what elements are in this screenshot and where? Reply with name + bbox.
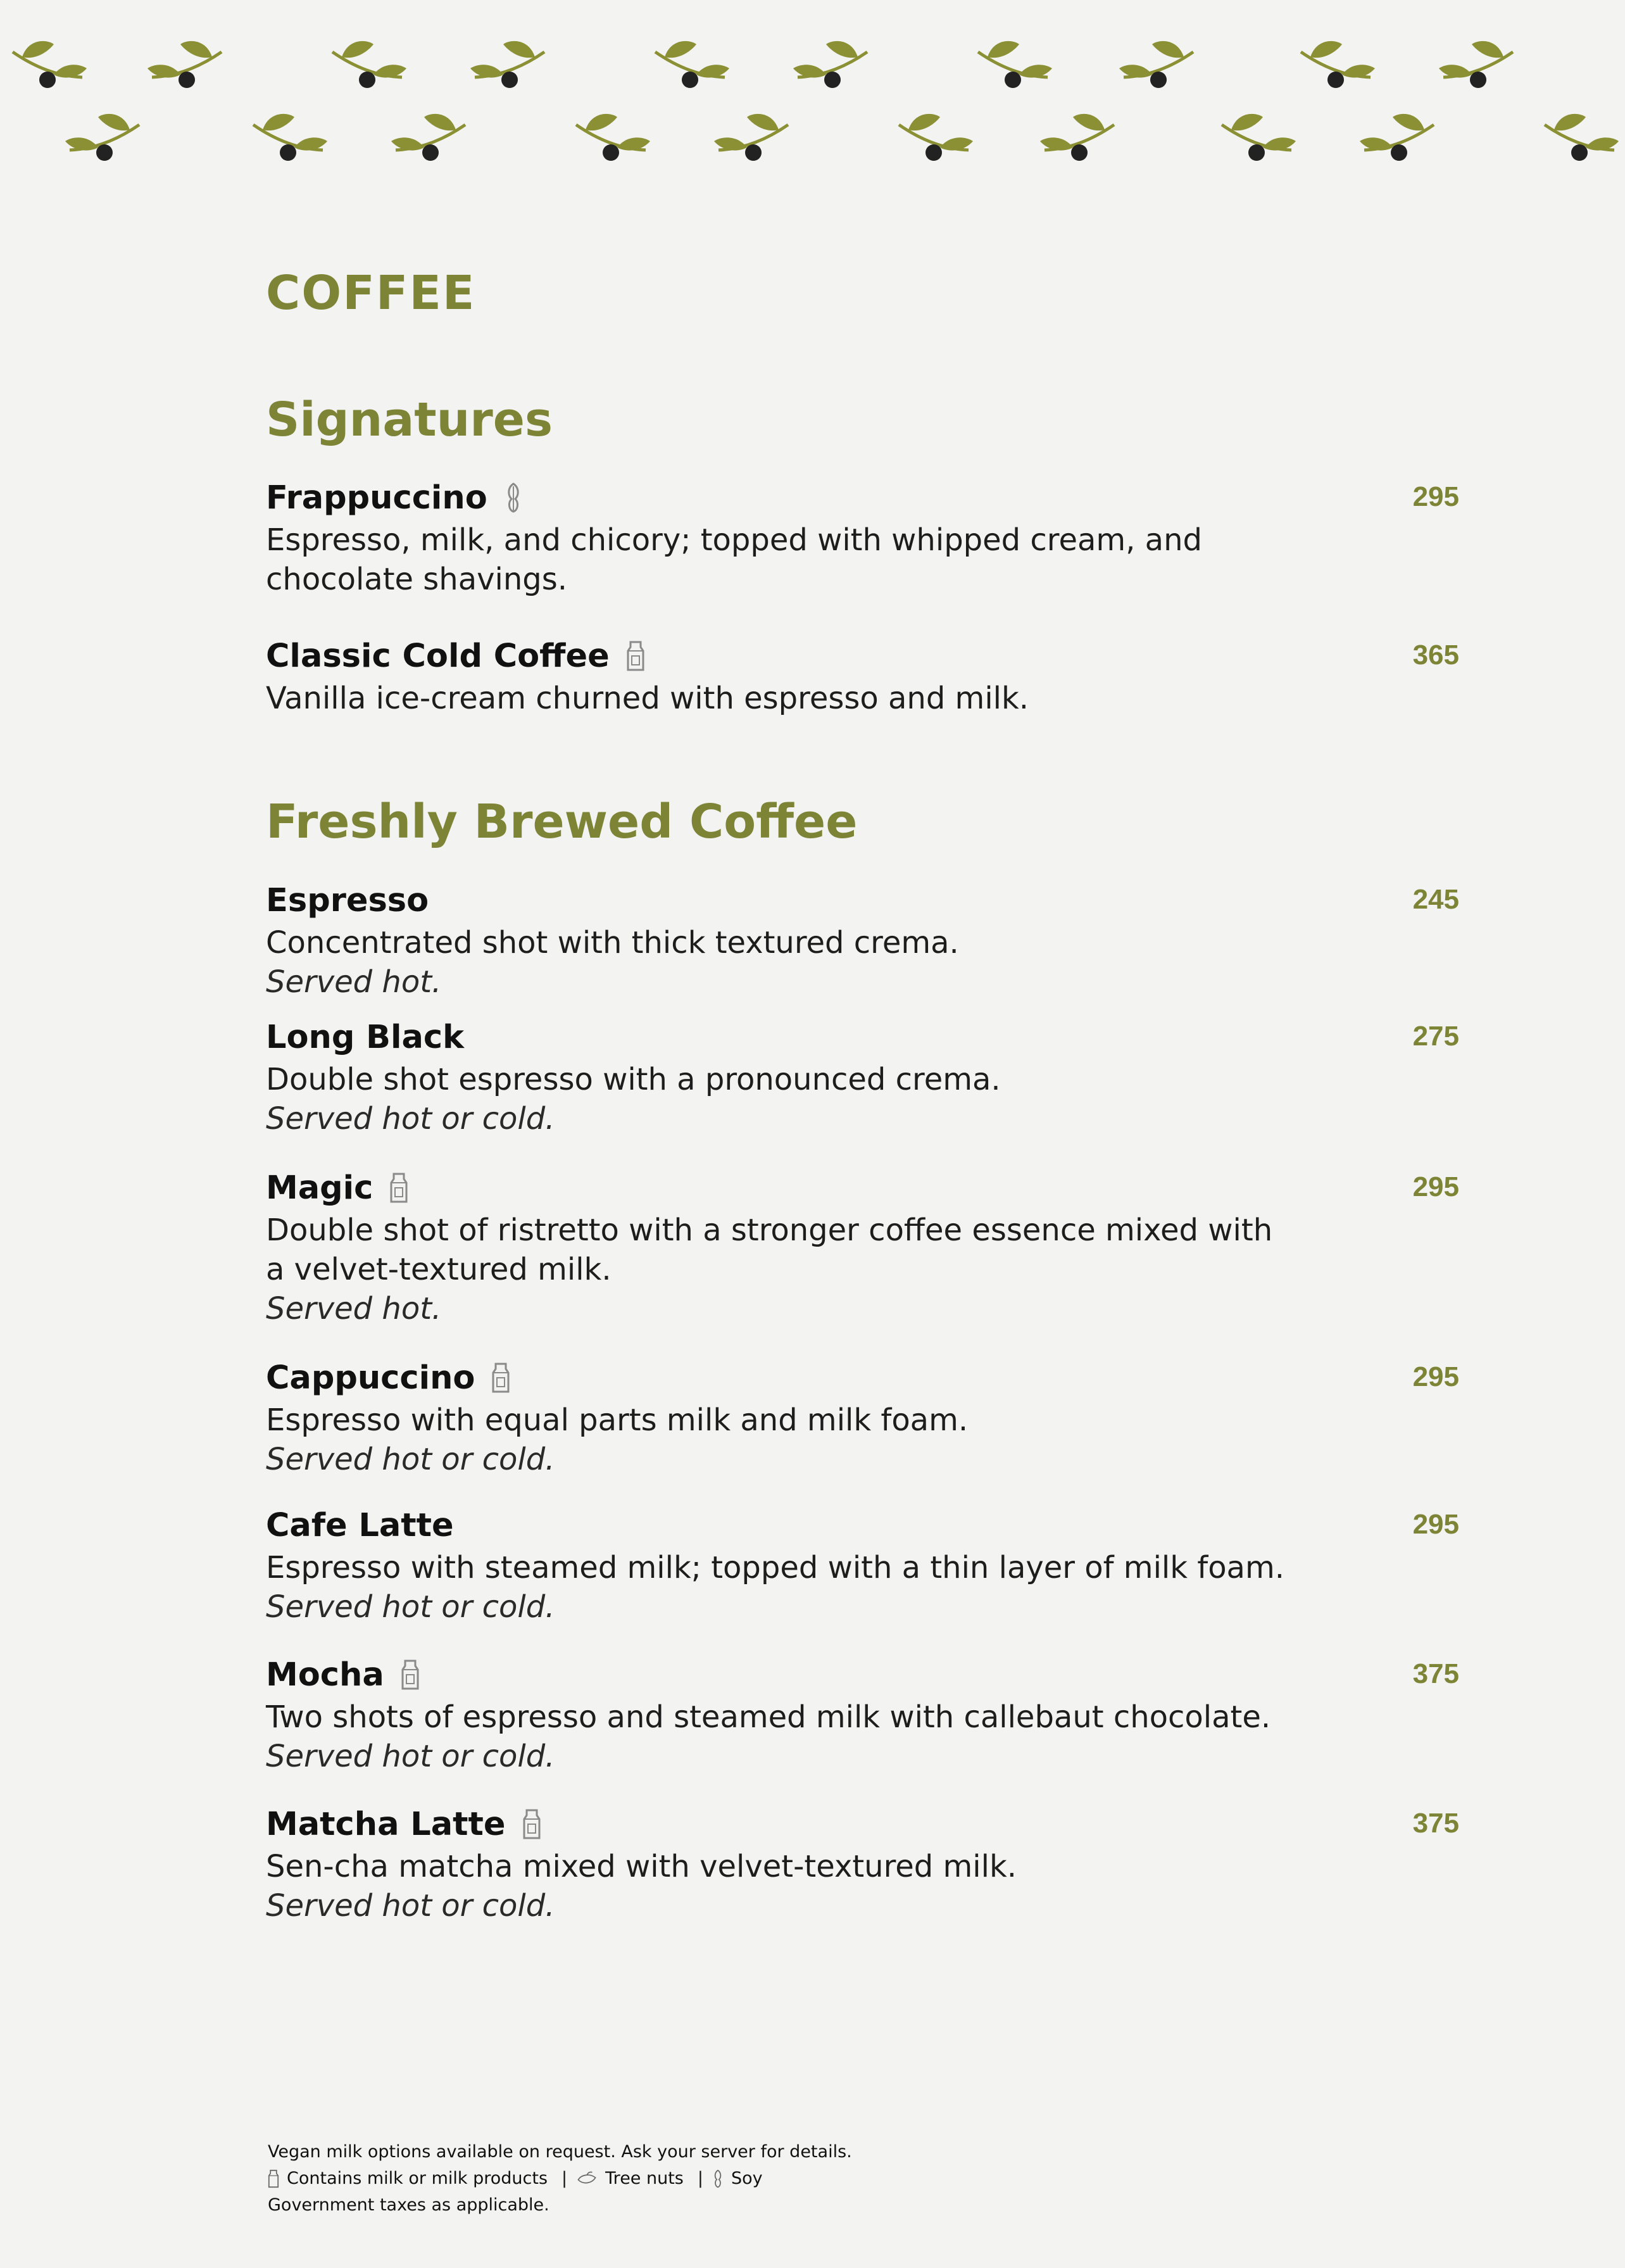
olive-sprig-icon: [1439, 41, 1513, 88]
item-serving-note: Served hot or cold.: [266, 1442, 555, 1477]
menu-item-classic-cold-coffee: [266, 633, 1469, 718]
item-description: Espresso, milk, and chicory; topped with whipped cream, and chocolate shavings.: [266, 522, 1202, 597]
olive-sprig-icon: [1222, 114, 1296, 161]
legend-separator: |: [697, 2169, 703, 2188]
olive-sprig-icon: [655, 41, 729, 88]
item-description: Two shots of espresso and steamed milk with callebaut chocolate.: [266, 1699, 1271, 1735]
item-serving-note: Served hot.: [266, 1291, 442, 1326]
olive-sprig-icon: [978, 41, 1052, 88]
item-description: Vanilla ice-cream churned with espresso and milk.: [266, 681, 1029, 716]
olive-sprig-icon: [1301, 41, 1375, 88]
item-description: Double shot of ristretto with a stronger coffee essence mixed with a velvet-textured milk.: [266, 1213, 1273, 1287]
milk-icon: [268, 2169, 279, 2189]
milk-icon: [401, 1658, 420, 1691]
item-description: Espresso with steamed milk; topped with a thin layer of milk foam.: [266, 1550, 1284, 1585]
olive-sprig-icon: [253, 114, 327, 161]
olive-sprig-icon: [1360, 114, 1434, 161]
page-title: COFFEE: [266, 266, 476, 320]
menu-item-mocha: [266, 1652, 1469, 1776]
item-name: Cafe Latte: [266, 1506, 454, 1544]
menu-item-frappuccino: [266, 475, 1469, 599]
olive-sprig-icon: [332, 41, 406, 88]
item-description: Concentrated shot with thick textured crema.: [266, 925, 959, 961]
allergen-legend: [268, 2165, 852, 2192]
item-price: 295: [1412, 1171, 1459, 1202]
olive-sprig-icon: [391, 114, 465, 161]
item-description: Espresso with equal parts milk and milk foam.: [266, 1402, 969, 1438]
item-name: Cappuccino: [266, 1359, 475, 1397]
menu-item-matcha-latte: [266, 1801, 1469, 1925]
olive-sprig-icon: [470, 41, 544, 88]
olive-sprig-icon: [147, 41, 222, 88]
item-serving-note: Served hot or cold.: [266, 1888, 555, 1924]
milk-icon: [626, 639, 645, 672]
section-title-freshly-brewed-coffee: Freshly Brewed Coffee: [266, 795, 858, 849]
item-price: 295: [1412, 1509, 1459, 1540]
menu-footer: [268, 2139, 852, 2219]
item-price: 295: [1412, 1361, 1459, 1392]
olive-sprig-icon: [899, 114, 973, 161]
milk-icon: [389, 1171, 408, 1204]
olive-sprig-icon: [576, 114, 650, 161]
olive-sprig-icon: [1119, 41, 1193, 88]
soy-icon: [712, 2169, 724, 2189]
item-name: Long Black: [266, 1018, 465, 1056]
legend-label-milk: Contains milk or milk products: [287, 2169, 548, 2188]
item-description: Sen-cha matcha mixed with velvet-textured milk.: [266, 1849, 1017, 1884]
legend-separator: |: [562, 2169, 568, 2188]
item-serving-note: Served hot or cold.: [266, 1589, 555, 1625]
item-price: 295: [1412, 481, 1459, 512]
menu-item-cappuccino: [266, 1355, 1469, 1479]
legend-label-soy: Soy: [731, 2169, 763, 2188]
olive-sprig-icon: [793, 41, 867, 88]
item-serving-note: Served hot or cold.: [266, 1739, 555, 1774]
item-name: Mocha: [266, 1656, 384, 1694]
soy-icon: [504, 481, 523, 514]
item-name: Frappuccino: [266, 479, 487, 517]
item-price: 365: [1412, 639, 1459, 671]
olive-sprig-icon: [13, 41, 87, 88]
vegan-milk-note: Vegan milk options available on request. Ask your server for details.: [268, 2142, 852, 2162]
item-price: 375: [1412, 1658, 1459, 1689]
item-name: Classic Cold Coffee: [266, 637, 610, 675]
legend-label-tree-nuts: Tree nuts: [605, 2169, 684, 2188]
milk-icon: [522, 1808, 541, 1841]
menu-item-cafe-latte: [266, 1503, 1469, 1627]
item-description: Double shot espresso with a pronounced crema.: [266, 1062, 1001, 1097]
item-price: 375: [1412, 1808, 1459, 1839]
menu-item-magic: [266, 1165, 1469, 1328]
olive-branch-border: [0, 0, 1625, 184]
tax-note: Government taxes as applicable.: [268, 2195, 549, 2215]
menu-item-long-black: [266, 1014, 1469, 1138]
olive-sprig-icon: [1040, 114, 1114, 161]
item-name: Magic: [266, 1169, 373, 1207]
item-serving-note: Served hot or cold.: [266, 1101, 555, 1137]
item-price: 245: [1412, 884, 1459, 915]
milk-icon: [491, 1361, 510, 1394]
item-serving-note: Served hot.: [266, 964, 442, 1000]
section-title-signatures: Signatures: [266, 393, 553, 447]
olive-sprig-icon: [1545, 114, 1619, 161]
menu-item-espresso: [266, 878, 1469, 1002]
olive-sprig-icon: [714, 114, 788, 161]
olive-sprig-icon: [65, 114, 139, 161]
item-price: 275: [1412, 1021, 1459, 1052]
item-name: Matcha Latte: [266, 1805, 506, 1843]
tree-nut-icon: [576, 2169, 598, 2189]
item-name: Espresso: [266, 881, 429, 919]
